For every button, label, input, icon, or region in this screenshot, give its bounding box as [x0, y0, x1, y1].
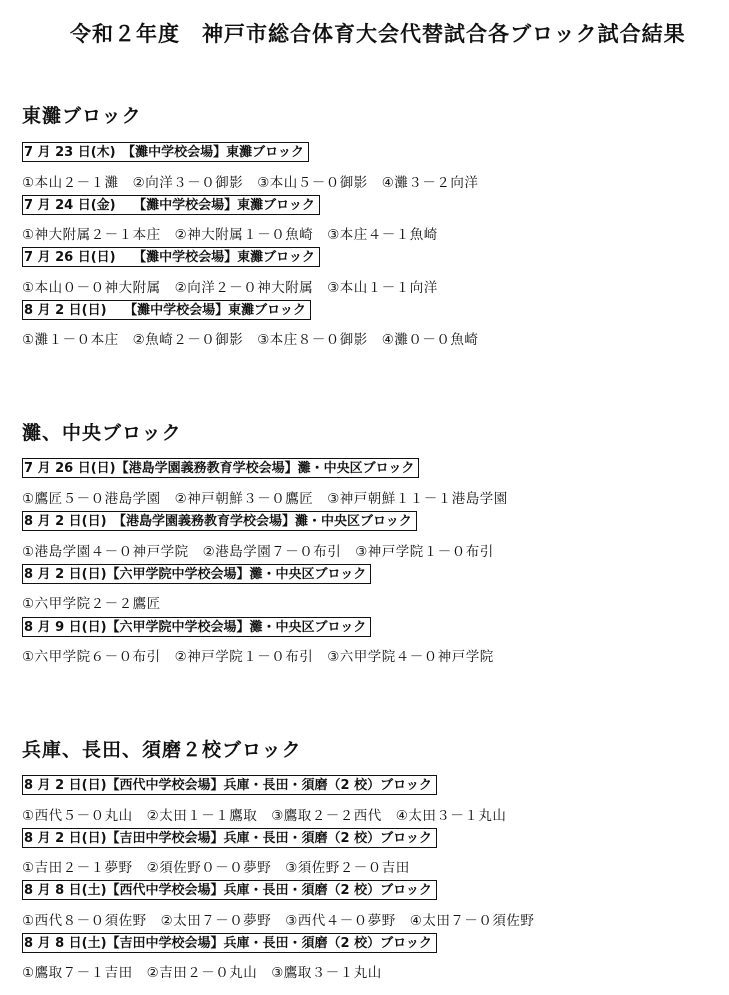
session-header: 8 月 2 日(日)【西代中学校会場】兵庫・長田・須磨（2 校）ブロック [22, 775, 437, 795]
session-header: 8 月 2 日(日) 【港島学園義務教育学校会場】灘・中央区ブロック [22, 511, 417, 531]
block-heading-hyogo-nagata-suma: 兵庫、長田、須磨２校ブロック [22, 739, 302, 761]
session-results: ①西代５－０丸山 ②太田１－１鷹取 ③鷹取２－２西代 ④太田３－１丸山 [22, 808, 507, 824]
session-header: 8 月 8 日(土)【吉田中学校会場】兵庫・長田・須磨（2 校）ブロック [22, 933, 437, 953]
session-results: ①六甲学院６－０布引 ②神戸学院１－０布引 ③六甲学院４－０神戸学院 [22, 649, 494, 665]
session-results: ①六甲学院２－２鷹匠 [22, 596, 161, 612]
session-header: 7 月 26 日(日)【港島学園義務教育学校会場】灘・中央区ブロック [22, 458, 419, 478]
session-header: 7 月 23 日(木) 【灘中学校会場】東灘ブロック [22, 142, 309, 162]
session-header: 8 月 2 日(日)【吉田中学校会場】兵庫・長田・須磨（2 校）ブロック [22, 828, 437, 848]
session-results: ①西代８－０須佐野 ②太田７－０夢野 ③西代４－０夢野 ④太田７－０須佐野 [22, 913, 535, 929]
session-results: ①灘１－０本庄 ②魚崎２－０御影 ③本庄８－０御影 ④灘０－０魚崎 [22, 332, 479, 348]
session-header: 7 月 26 日(日) 【灘中学校会場】東灘ブロック [22, 247, 320, 267]
session-results: ①神大附属２－１本庄 ②神大附属１－０魚崎 ③本庄４－１魚崎 [22, 227, 438, 243]
session-results: ①吉田２－１夢野 ②須佐野０－０夢野 ③須佐野２－０吉田 [22, 860, 410, 876]
session-results: ①本山２－１灘 ②向洋３－０御影 ③本山５－０御影 ④灘３－２向洋 [22, 175, 479, 191]
session-header: 8 月 9 日(日)【六甲学院中学校会場】灘・中央区ブロック [22, 617, 371, 637]
block-heading-higashinada: 東灘ブロック [22, 105, 142, 127]
session-header: 8 月 8 日(土)【西代中学校会場】兵庫・長田・須磨（2 校）ブロック [22, 880, 437, 900]
document-title: 令和２年度 神戸市総合体育大会代替試合各ブロック試合結果 [70, 22, 686, 46]
session-results: ①本山０－０神大附属 ②向洋２－０神大附属 ③本山１－１向洋 [22, 280, 438, 296]
session-results: ①鷹匠５－０港島学園 ②神戸朝鮮３－０鷹匠 ③神戸朝鮮１１－１港島学園 [22, 491, 508, 507]
session-header: 8 月 2 日(日)【六甲学院中学校会場】灘・中央区ブロック [22, 564, 371, 584]
session-results: ①鷹取７－１吉田 ②吉田２－０丸山 ③鷹取３－１丸山 [22, 965, 382, 981]
session-header: 7 月 24 日(金) 【灘中学校会場】東灘ブロック [22, 195, 320, 215]
session-results: ①港島学園４－０神戸学院 ②港島学園７－０布引 ③神戸学院１－０布引 [22, 544, 494, 560]
block-heading-nada-chuo: 灘、中央ブロック [22, 422, 182, 444]
session-header: 8 月 2 日(日) 【灘中学校会場】東灘ブロック [22, 300, 311, 320]
